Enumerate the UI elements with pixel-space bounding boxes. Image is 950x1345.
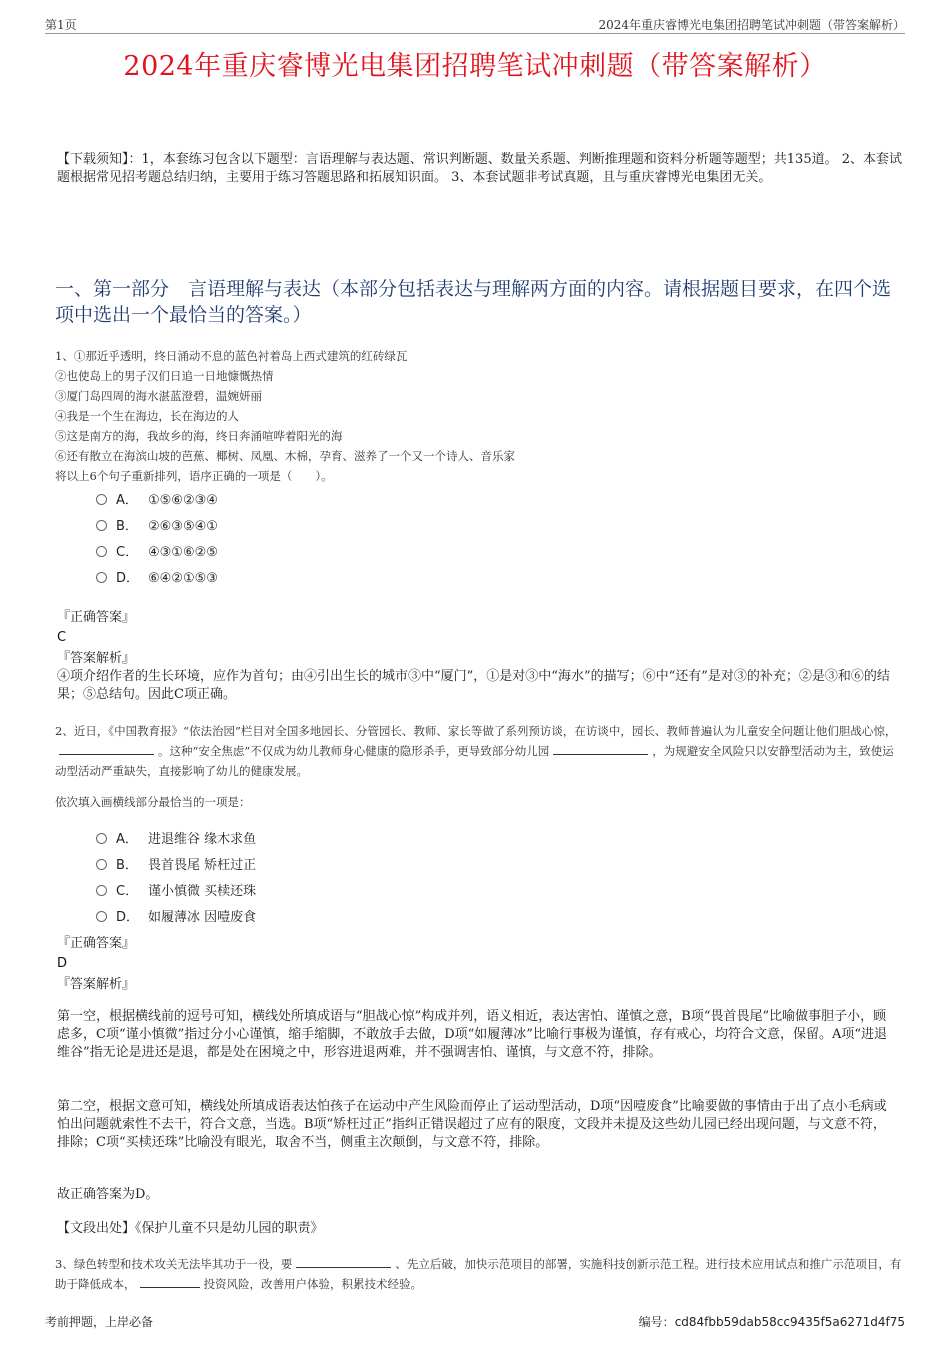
q1-prompt: 将以上6个句子重新排列，语序正确的一项是（ ）。 [55,469,333,483]
q1-answer: C [57,630,67,645]
radio-icon[interactable] [96,572,107,583]
q2-answer-label: 『正确答案』 [57,936,136,951]
q2-blank-2 [553,742,648,755]
q1-analysis-label: 『答案解析』 [57,651,136,666]
q2-stem: 2、近日，《中国教育报》“依法治园”栏目对全国多地园长、分管园长、教师、家长等做了系列预访谈，在访谈中，园长、教师普遍认为儿童安全问题让他们胆战心惊，。这种“安全焦虑”不仅成为幼儿教师身心健康的隐形杀手，更导致部分幼儿园 ，为规避安全风险只以安静型活动为主，致使运动型活动严重缺失，直接影响了幼儿的健康发展。 [55,724,897,778]
q2-option-c[interactable]: C． 谨小慎微 买椟还珠 [96,879,256,905]
q3-stem: 3、绿色转型和技术攻关无法毕其功于一役，要 、先立后破，加快示范项目的部署，实施科技创新示范工程。进行技术应用试点和推广示范项目，有助于降低成本， 投资风险，改善用户体验，积累技术经验。 [55,1257,902,1291]
q2-option-d[interactable]: D． 如履薄冰 因噎废食 [96,905,256,931]
header-divider [45,33,905,34]
section-heading: 一、第一部分 言语理解与表达（本部分包括表达与理解两方面的内容。请根据题目要求，在四个选项中选出一个最恰当的答案。） [55,278,892,326]
radio-icon[interactable] [96,494,107,505]
footer-slogan: 考前押题，上岸必备 [45,1315,154,1329]
q2-prompt: 依次填入画横线部分最恰当的一项是： [55,795,251,809]
q1-options [96,488,218,592]
q2-analysis-paragraph-1: 第一空，根据横线前的逗号可知，横线处所填成语与“胆战心惊”构成并列，语义相近，表达害怕、谨慎之意，B项“畏首畏尾”比喻做事胆子小，顾虑多，C项“谨小慎微”指过分小心谨慎，缩手缩脚，不敢放手去做，D项“如履薄冰”比喻行事极为谨慎，存有戒心，均符合文意，保留。A项“进退维谷”指无论是进还是退，都是处在困境之中，形容进退两难，并不强调害怕、谨慎，与文意不符，排除。 [57,1009,887,1060]
q1-option-b[interactable]: B． ②⑥③⑤④① [96,514,218,540]
radio-icon[interactable] [96,520,107,531]
q2-analysis-paragraph-2: 第二空，根据文意可知，横线处所填成语表达怕孩子在运动中产生风险而停止了运动型活动，D项“因噎废食”比喻要做的事情由于出了点小毛病或怕出问题就索性不去干，符合文意，当选。B项“矫枉过正”指纠正错误超过了应有的限度，文段并未提及这些幼儿园已经出现问题，与文意不符，排除；C项“买椟还珠”比喻没有眼光，取舍不当，侧重主次颠倒，与文意不符，排除。 [57,1099,887,1150]
q1-line: ③厦门岛四周的海水湛蓝澄碧，温婉妍丽 [55,389,262,403]
radio-icon[interactable] [96,546,107,557]
q1-option-d[interactable]: D． ⑥④②①⑤③ [96,566,218,592]
q3-blank-1 [296,1255,391,1268]
radio-icon[interactable] [96,833,107,844]
q2-blank-1 [59,742,154,755]
q2-option-b[interactable]: B． 畏首畏尾 矫枉过正 [96,853,256,879]
q3-blank-2 [140,1275,200,1288]
q2-source: 【文段出处】《保护儿童不只是幼儿园的职责》 [57,1221,324,1236]
radio-icon[interactable] [96,885,107,896]
q2-conclusion: 故正确答案为D。 [57,1187,159,1202]
q1-option-c[interactable]: C． ④③①⑥②⑤ [96,540,218,566]
document-id: cd84fbb59dab58cc9435f5a6271d4f75 [674,1315,905,1329]
q2-analysis-label: 『答案解析』 [57,977,136,992]
question-1 [55,346,905,486]
running-header-title: 2024年重庆睿博光电集团招聘笔试冲刺题（带答案解析） [598,18,905,32]
radio-icon[interactable] [96,859,107,870]
q1-line: ②也使岛上的男子汉们日追一日地慷慨热情 [55,369,274,383]
document-title: 2024年重庆睿博光电集团招聘笔试冲刺题（带答案解析） [123,51,827,82]
q2-answer: D [57,956,68,971]
q1-line: 1、①那近乎透明，终日涌动不息的蓝色衬着岛上西式建筑的红砖绿瓦 [55,349,408,363]
radio-icon[interactable] [96,911,107,922]
q1-analysis: ④项介绍作者的生长环境，应作为首句；由④引出生长的城市③中“厦门”，①是对③中“海水”的描写；⑥中“还有”是对③的补充；②是③和⑥的结果；⑤总结句。因此C项正确。 [57,669,890,702]
q1-option-a[interactable]: A． ①⑤⑥②③④ [96,488,218,514]
footer-code: 编号：cd84fbb59dab58cc9435f5a6271d4f75 [638,1315,905,1329]
q1-line: ⑤这是南方的海，我故乡的海，终日奔涌喧哗着阳光的海 [55,429,343,443]
q1-line: ④我是一个生在海边，长在海边的人 [55,409,239,423]
q2-option-a[interactable]: A． 进退维谷 缘木求鱼 [96,827,256,853]
page-number: 第1页 [45,18,77,32]
q2-options [96,827,256,931]
download-notice: 【下载须知】：1，本套练习包含以下题型：言语理解与表达题、常识判断题、数量关系题、判断推理题和资料分析题等题型；共135道。 2、本套试题根据常见招考题总结归纳，主要用于练习答题思路和拓展知识面。 3、本套试题非考试真题，且与重庆睿博光电集团无关。 [57,152,902,185]
q1-line: ⑥还有散立在海滨山坡的芭蕉、椰树、凤凰、木棉，孕育、滋养了一个又一个诗人、音乐家 [55,449,515,463]
q1-answer-label: 『正确答案』 [57,610,136,625]
